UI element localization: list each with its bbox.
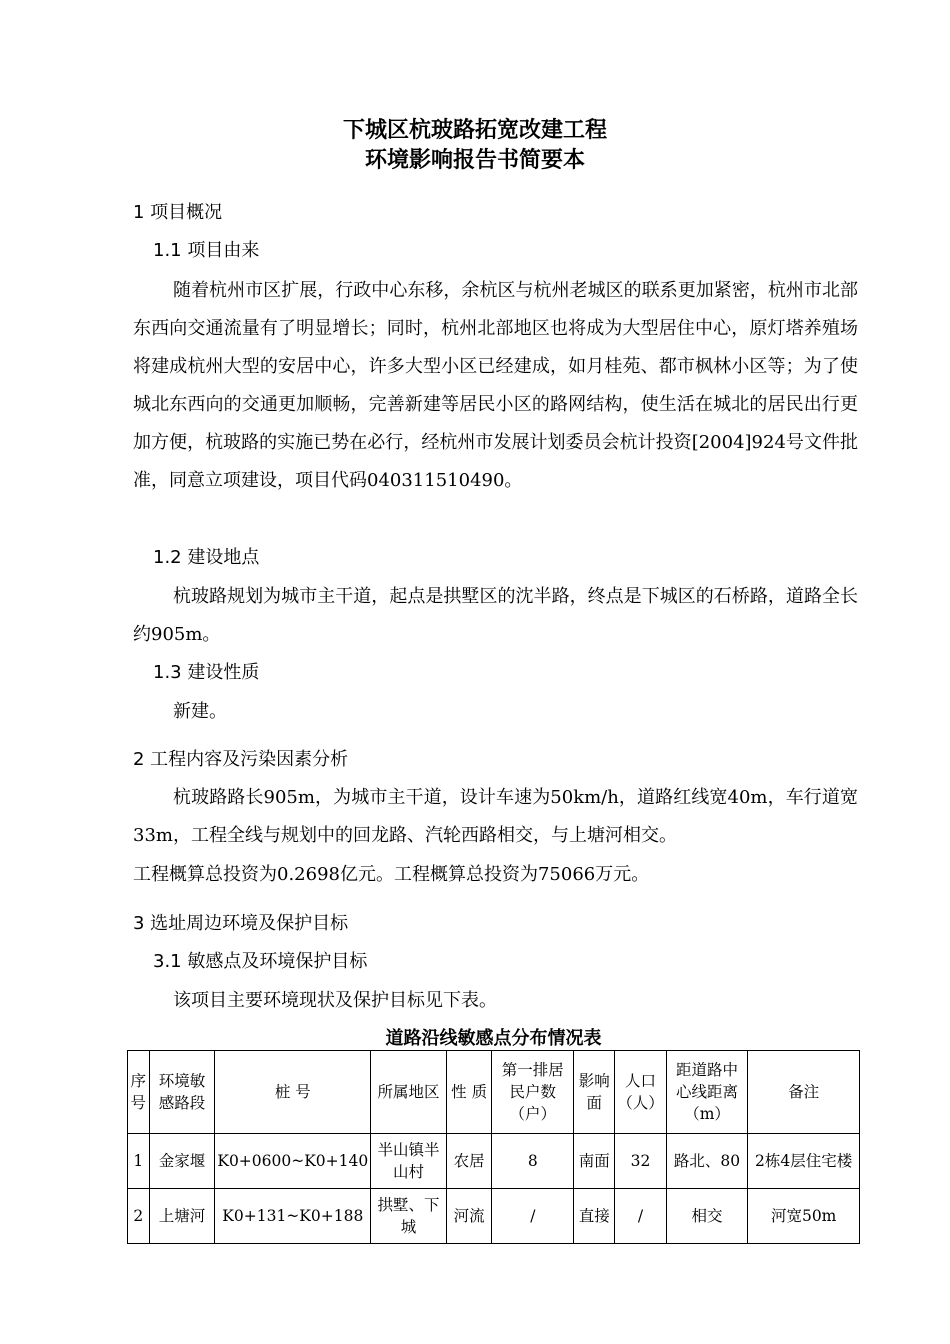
cell-pile: K0+0600~K0+140 — [215, 1134, 371, 1189]
cell-households: / — [492, 1189, 574, 1244]
section-3-heading: 3 选址周边环境及保护目标 — [133, 913, 349, 934]
header-nature: 性 质 — [446, 1051, 492, 1134]
cell-pop: 32 — [615, 1134, 667, 1189]
table-title: 道路沿线敏感点分布情况表 — [385, 1028, 602, 1049]
header-note: 备注 — [748, 1051, 860, 1134]
section-3-1-text: 该项目主要环境现状及保护目标见下表。 — [173, 990, 497, 1011]
cell-note: 2栋4层住宅楼 — [748, 1134, 860, 1189]
cell-area: 半山镇半山村 — [371, 1134, 447, 1189]
header-pop: 人口（人） — [615, 1051, 667, 1134]
section-1-1-text: 随着杭州市区扩展，行政中心东移，余杭区与杭州老城区的联系更加紧密，杭州市北部东西向交通流量有了明显增长；同时，杭州北部地区也将成为大型居住中心，原灯塔养殖场将建成杭州大型的安居中心，许多大型小区已经建成，如月桂苑、都市枫林小区等；为了使城北东西向的交通更加顺畅，完善新建等居民小区的路网结构，使生活在城北的居民出行更加方便，杭玻路的实施已势在必行，经杭州市发展计划委员会杭计投资[2004]924号文件批准，同意立项建设，项目代码040311510490。 — [133, 280, 858, 491]
cell-dist: 路北、80 — [666, 1134, 748, 1189]
cell-households: 8 — [492, 1134, 574, 1189]
header-face: 影响面 — [574, 1051, 615, 1134]
section-3-1-heading: 3.1 敏感点及环境保护目标 — [153, 951, 368, 972]
doc-title-line1: 下城区杭玻路拓宽改建工程 — [342, 118, 607, 143]
cell-face: 南面 — [574, 1134, 615, 1189]
header-households: 第一排居民户数（户） — [492, 1051, 574, 1134]
cell-no: 1 — [128, 1134, 150, 1189]
section-2-text2: 工程概算总投资为0.2698亿元。工程概算总投资为75066万元。 — [133, 864, 650, 885]
cell-nature: 河流 — [446, 1189, 492, 1244]
header-area: 所属地区 — [371, 1051, 447, 1134]
section-1-2-text: 杭玻路规划为城市主干道，起点是拱墅区的沈半路，终点是下城区的石桥路，道路全长约905m。 — [133, 586, 858, 645]
section-1-1-heading: 1.1 项目由来 — [153, 240, 260, 261]
header-env: 环境敏感路段 — [149, 1051, 215, 1134]
header-pile: 桩 号 — [215, 1051, 371, 1134]
section-2-heading: 2 工程内容及污染因素分析 — [133, 749, 349, 770]
cell-env: 上塘河 — [149, 1189, 215, 1244]
cell-nature: 农居 — [446, 1134, 492, 1189]
section-2-text: 杭玻路路长905m，为城市主干道，设计车速为50km/h，道路红线宽40m，车行道宽33m，工程全线与规划中的回龙路、汽轮西路相交，与上塘河相交。 — [133, 787, 858, 846]
section-1-3-text: 新建。 — [173, 701, 227, 722]
cell-dist: 相交 — [666, 1189, 748, 1244]
sensitive-points-table — [127, 1050, 860, 1244]
doc-title-line2: 环境影响报告书简要本 — [364, 148, 585, 173]
section-1-heading: 1 项目概况 — [133, 202, 223, 223]
cell-pile: K0+131~K0+188 — [215, 1189, 371, 1244]
section-1-3-heading: 1.3 建设性质 — [153, 662, 260, 683]
section-1-2-heading: 1.2 建设地点 — [153, 547, 260, 568]
cell-note: 河宽50m — [748, 1189, 860, 1244]
table-header-row — [128, 1051, 860, 1134]
table-row — [128, 1134, 860, 1189]
cell-face: 直接 — [574, 1189, 615, 1244]
cell-no: 2 — [128, 1189, 150, 1244]
header-dist: 距道路中心线距离（m） — [666, 1051, 748, 1134]
header-no: 序号 — [128, 1051, 150, 1134]
cell-area: 拱墅、下城 — [371, 1189, 447, 1244]
cell-pop: / — [615, 1189, 667, 1244]
table-row — [128, 1189, 860, 1244]
cell-env: 金家堰 — [149, 1134, 215, 1189]
